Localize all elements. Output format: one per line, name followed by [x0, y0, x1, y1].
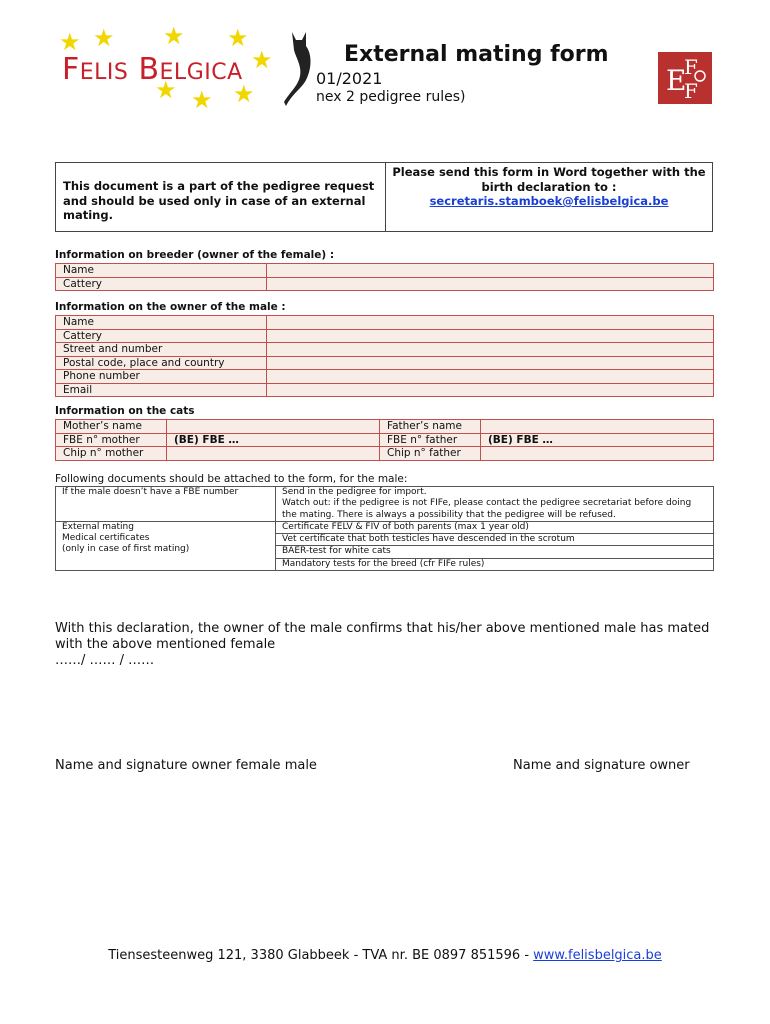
svg-text:F: F: [684, 55, 698, 79]
documents-cert-breed: Mandatory tests for the breed (cfr FIFe rules): [276, 558, 714, 570]
male-owner-cattery-field[interactable]: [267, 329, 714, 343]
male-owner-heading: Information on the owner of the male :: [55, 301, 286, 313]
documents-warning-text: Watch out: if the pedigree is not FIFe, please contact the pedigree secretariat before doing the mating. There is always a possibility that the pedigree will be refused.: [282, 498, 692, 520]
star-icon: ★: [155, 76, 177, 104]
father-fbe-field[interactable]: (BE) FBE …: [481, 433, 714, 447]
documents-row2-label: [56, 521, 276, 570]
male-owner-street-field[interactable]: [267, 343, 714, 357]
cat-silhouette-icon: [282, 28, 316, 110]
star-icon: ★: [233, 80, 255, 108]
notice-right: [386, 163, 712, 231]
medical-certificates-label: Medical certificates: [62, 533, 150, 544]
svg-text:E: E: [666, 64, 687, 97]
documents-cert-vet: Vet certificate that both testicles have descended in the scrotum: [276, 534, 714, 546]
declaration-date: ……/ …… / ……: [55, 653, 155, 668]
male-owner-table: [55, 315, 714, 397]
documents-import-text: Send in the pedigree for import.: [282, 487, 427, 497]
footer: [0, 948, 770, 963]
page-title: External mating form: [344, 42, 609, 67]
documents-table: [55, 486, 714, 571]
footer-address: Tiensesteenweg 121, 3380 Glabbeek - TVA nr. BE 0897 851596 -: [108, 948, 534, 963]
mother-fbe-field[interactable]: (BE) FBE …: [167, 433, 380, 447]
breeder-heading: Information on breeder (owner of the female) :: [55, 249, 335, 261]
signature-owner: Name and signature owner: [513, 758, 690, 773]
logo-wordmark: FELIS BELGICA: [62, 52, 243, 87]
mother-name-label: Mother’s name: [56, 420, 167, 434]
mother-chip-field[interactable]: [167, 447, 380, 461]
male-owner-cattery-label: Cattery: [56, 329, 267, 343]
male-owner-name-field[interactable]: [267, 316, 714, 330]
declaration-text: With this declaration, the owner of the male confirms that his/her above mentioned male has mated with the above mentioned female: [55, 621, 710, 652]
star-icon: ★: [163, 22, 185, 50]
documents-heading: Following documents should be attached to the form, for the male:: [55, 473, 408, 485]
father-chip-field[interactable]: [481, 447, 714, 461]
father-name-label: Father’s name: [380, 420, 481, 434]
fife-logo-icon: [658, 52, 712, 104]
first-mating-note: (only in case of first mating): [62, 544, 190, 555]
male-owner-name-label: Name: [56, 316, 267, 330]
star-icon: ★: [59, 28, 81, 56]
website-link[interactable]: www.felisbelgica.be: [533, 948, 662, 963]
male-owner-postal-field[interactable]: [267, 356, 714, 370]
star-icon: ★: [251, 46, 273, 74]
father-fbe-label: FBE n° father: [380, 433, 481, 447]
star-icon: ★: [191, 86, 213, 114]
male-owner-phone-field[interactable]: [267, 370, 714, 384]
svg-text:F: F: [684, 79, 698, 103]
breeder-cattery-field[interactable]: [267, 277, 714, 291]
male-owner-email-label: Email: [56, 383, 267, 397]
documents-row1-label: If the male doesn’t have a FBE number: [56, 487, 276, 522]
father-chip-label: Chip n° father: [380, 447, 481, 461]
breeder-table: [55, 263, 714, 291]
documents-cert-baer: BAER-test for white cats: [276, 546, 714, 558]
mother-chip-label: Chip n° mother: [56, 447, 167, 461]
email-link[interactable]: secretaris.stamboek@felisbelgica.be: [429, 194, 669, 208]
father-name-field[interactable]: [481, 420, 714, 434]
documents-row1-content: [276, 487, 714, 522]
breeder-name-field[interactable]: [267, 264, 714, 278]
form-version: 01/2021: [316, 69, 383, 88]
mother-fbe-label: FBE n° mother: [56, 433, 167, 447]
notice-box: [55, 162, 713, 232]
mother-name-field[interactable]: [167, 420, 380, 434]
signature-female-owner: Name and signature owner female male: [55, 758, 317, 773]
star-icon: ★: [93, 24, 115, 52]
breeder-name-label: Name: [56, 264, 267, 278]
male-owner-email-field[interactable]: [267, 383, 714, 397]
external-mating-label: External mating: [62, 521, 134, 532]
notice-left-text: This document is a part of the pedigree request and should be used only in case of an external mating.: [56, 163, 386, 231]
breeder-cattery-label: Cattery: [56, 277, 267, 291]
notice-right-text: Please send this form in Word together with the birth declaration to :: [392, 165, 706, 194]
form-subtitle: nex 2 pedigree rules): [316, 89, 466, 105]
cats-heading: Information on the cats: [55, 405, 195, 417]
star-icon: ★: [227, 24, 249, 52]
male-owner-phone-label: Phone number: [56, 370, 267, 384]
cats-table: [55, 419, 714, 461]
documents-cert-felv: Certificate FELV & FIV of both parents (max 1 year old): [276, 521, 714, 533]
declaration: [55, 621, 715, 669]
male-owner-street-label: Street and number: [56, 343, 267, 357]
male-owner-postal-label: Postal code, place and country: [56, 356, 267, 370]
